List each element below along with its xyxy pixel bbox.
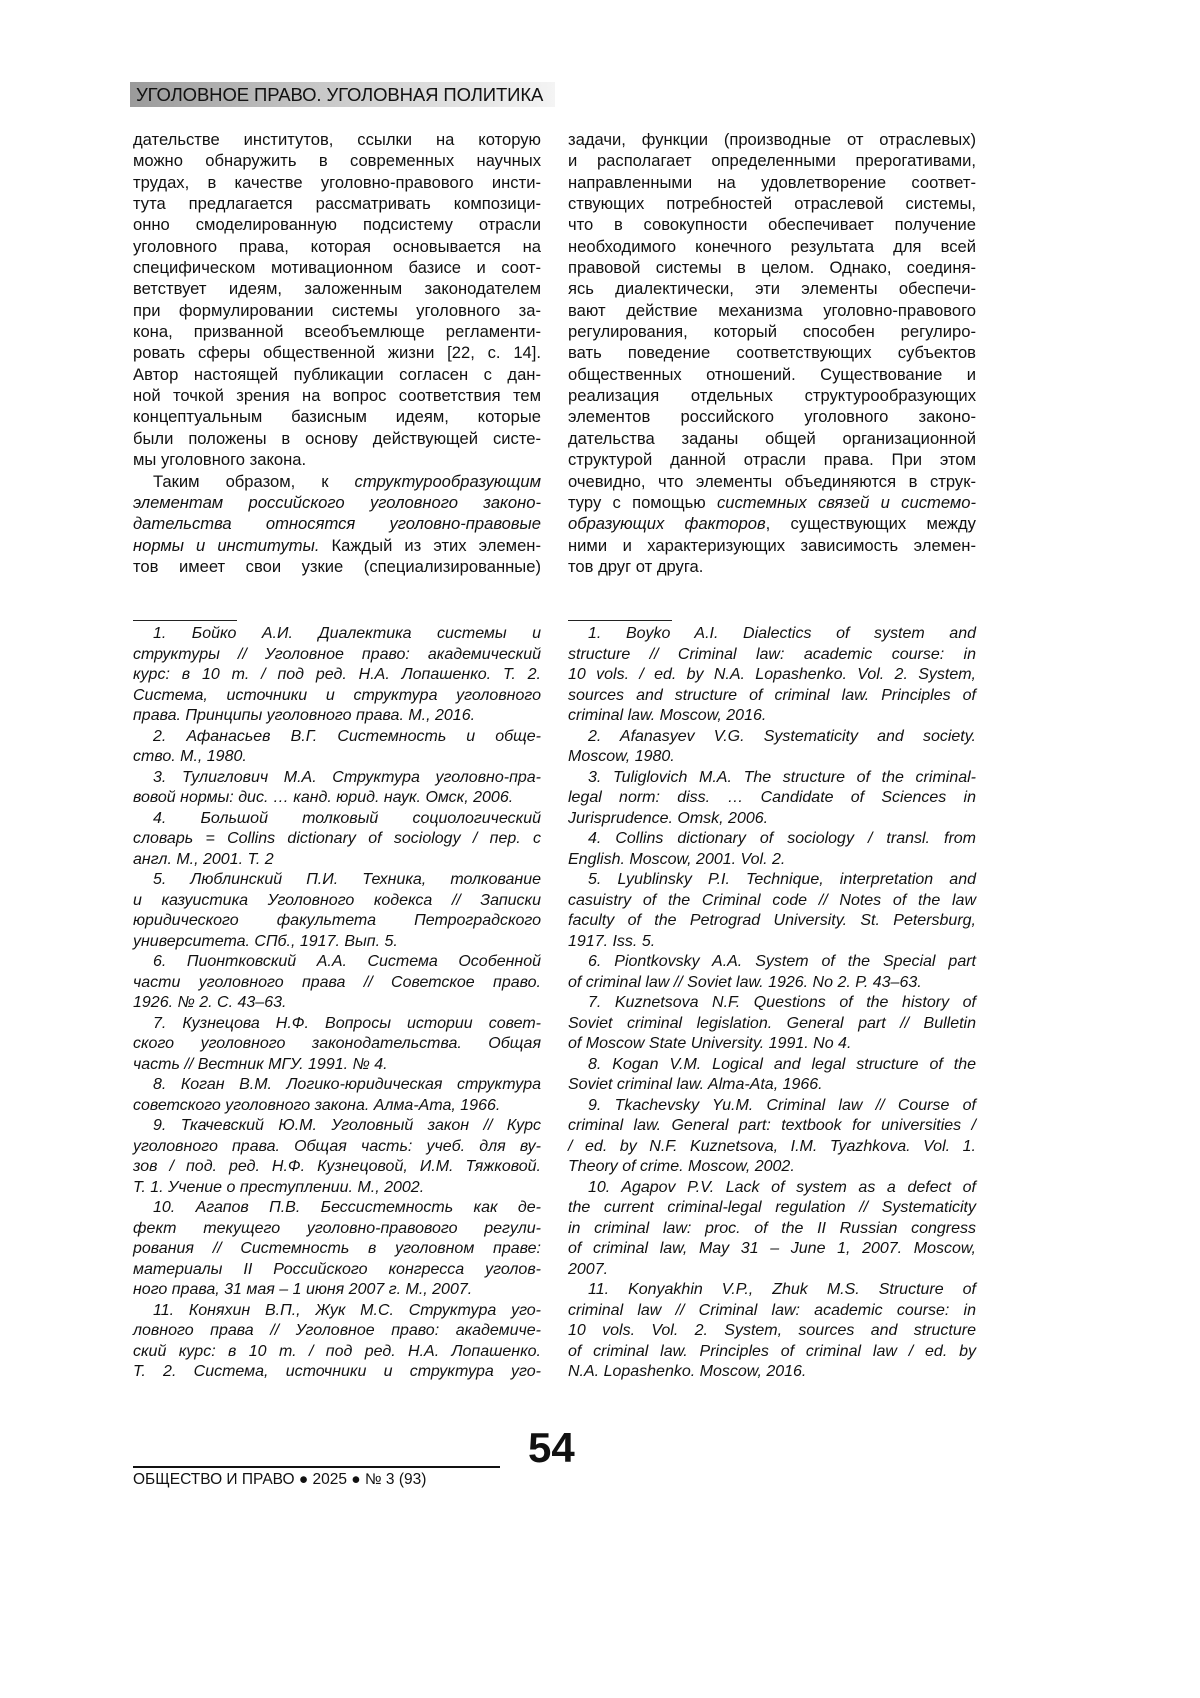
text-line [568, 556, 976, 577]
text-line: Т. 2. Система, источники и структура уго- [133, 1362, 541, 1383]
text-line: structure // Criminal law: academic course: in [568, 645, 976, 666]
text-run: онно смоделированную подсистему отрасли [133, 215, 541, 234]
text-run: и располагает определенными прерогативами, [568, 151, 976, 170]
text-line [133, 278, 541, 299]
italic-run: структурообразующим [355, 472, 541, 491]
text-line: Soviet criminal law. Alma-Ata, 1966. [568, 1075, 976, 1096]
text-line [133, 257, 541, 278]
text-line: of Moscow State University. 1991. No 4. [568, 1034, 976, 1055]
text-line [568, 300, 976, 321]
text-line [568, 342, 976, 363]
reference-item [568, 727, 976, 768]
text-line: in criminal law: proc. of the II Russian congress [568, 1219, 976, 1240]
text-run: необходимого конечного результата для всей [568, 237, 976, 256]
body-column-left [133, 129, 541, 577]
section-header-bar [130, 82, 555, 107]
text-line: 5. Lyublinsky P.I. Technique, interpretation and [568, 870, 976, 891]
text-line: sources and structure of criminal law. Principles of [568, 686, 976, 707]
text-line: Soviet criminal legislation. General part // Bulletin [568, 1014, 976, 1035]
text-line: части уголовного права // Советское право. [133, 973, 541, 994]
text-line [133, 428, 541, 449]
text-line: Moscow, 1980. [568, 747, 976, 768]
reference-item [133, 1198, 541, 1301]
text-run: реализация отдельных структурообразующих [568, 386, 976, 405]
text-line: курс: в 10 т. / под ред. Н.А. Лопашенко. Т. 2. [133, 665, 541, 686]
text-line: 11. Konyakhin V.P., Zhuk M.S. Structure of [568, 1280, 976, 1301]
text-line [568, 492, 976, 513]
text-run: общественных отношений. Существование и [568, 365, 976, 384]
text-run: дательстве институтов, ссылки на которую [133, 130, 541, 149]
text-line: criminal law // Criminal law: academic course: in [568, 1301, 976, 1322]
text-run: правовой системы в целом. Однако, соединя- [568, 258, 976, 277]
text-line [568, 449, 976, 470]
text-line [568, 278, 976, 299]
text-run: вают действие механизма уголовно-правового [568, 301, 976, 320]
footnote-separator-left [133, 620, 237, 621]
reference-item [568, 1096, 976, 1178]
text-line [133, 406, 541, 427]
text-line [133, 385, 541, 406]
text-line: 1917. Iss. 5. [568, 932, 976, 953]
text-run: задачи, функции (производные от отраслевых) [568, 130, 976, 149]
reference-item [133, 870, 541, 952]
text-run: вать поведение соответствующих субъектов [568, 343, 976, 362]
paragraph [133, 129, 541, 471]
text-line [568, 321, 976, 342]
text-line: faculty of the Petrograd University. St. Petersburg, [568, 911, 976, 932]
text-run: при формулировании системы уголовного за- [133, 301, 541, 320]
text-line: of criminal law // Soviet law. 1926. No 2. P. 43–63. [568, 973, 976, 994]
reference-item [133, 809, 541, 871]
text-line: 1. Бойко А.И. Диалектика системы и [133, 624, 541, 645]
text-line: Т. 1. Учение о преступлении. М., 2002. [133, 1178, 541, 1199]
text-run: концептуальным базисным идеям, которые [133, 407, 541, 426]
footer-rule [133, 1466, 500, 1468]
text-line [568, 406, 976, 427]
reference-item [568, 993, 976, 1055]
text-line: 7. Кузнецова Н.Ф. Вопросы истории совет- [133, 1014, 541, 1035]
text-line [568, 513, 976, 534]
text-run: тов имеет свои узкие (специализированные) [133, 557, 541, 576]
text-line: 1. Boyko A.I. Dialectics of system and [568, 624, 976, 645]
reference-item [133, 768, 541, 809]
text-line: English. Moscow, 2001. Vol. 2. [568, 850, 976, 871]
text-line [568, 129, 976, 150]
text-line [133, 300, 541, 321]
text-line: 10. Агапов П.В. Бессистемность как де- [133, 1198, 541, 1219]
reference-item [568, 829, 976, 870]
text-run: мы уголовного закона. [133, 450, 306, 469]
text-line: 4. Большой толковый социологический [133, 809, 541, 830]
reference-item [133, 1116, 541, 1198]
paragraph [568, 129, 976, 577]
text-line: Jurisprudence. Omsk, 2006. [568, 809, 976, 830]
text-line: зов / под. ред. Н.Ф. Кузнецовой, И.М. Тяжковой. [133, 1157, 541, 1178]
text-line: права. Принципы уголовного права. М., 2016. [133, 706, 541, 727]
text-line: 8. Kogan V.M. Logical and legal structure of the [568, 1055, 976, 1076]
text-run: уголовного права, которая основывается на [133, 237, 541, 256]
text-line: 9. Ткачевский Ю.М. Уголовный закон // Курс [133, 1116, 541, 1137]
reference-item [133, 1301, 541, 1383]
text-line: 10 vols. / ed. by N.A. Lopashenko. Vol. 2. System, [568, 665, 976, 686]
text-line: the current criminal-legal regulation // Systematicity [568, 1198, 976, 1219]
text-line: 8. Коган В.М. Логико-юридическая структура [133, 1075, 541, 1096]
text-run: были положены в основу действующей систе- [133, 429, 541, 448]
text-line [133, 513, 541, 534]
page-number: 54 [528, 1424, 575, 1472]
references-english [568, 624, 976, 1383]
body-column-right [568, 129, 976, 577]
reference-item [568, 1280, 976, 1383]
reference-item [133, 727, 541, 768]
text-run: ствующих потребностей отраслевой системы, [568, 194, 976, 213]
text-run: ними и характеризующих зависимость элемен- [568, 536, 976, 555]
text-run: ветствует идеям, заложенным законодателем [133, 279, 541, 298]
reference-item [568, 1055, 976, 1096]
text-line: 5. Люблинский П.И. Техника, толкование [133, 870, 541, 891]
italic-run: нормы и институты. [133, 536, 319, 555]
text-line: уголовного права. Общая часть: учеб. для ву- [133, 1137, 541, 1158]
text-line: / ed. by N.F. Kuznetsova, I.M. Tyazhkova. Vol. 1. [568, 1137, 976, 1158]
reference-item [568, 1178, 976, 1281]
text-line [133, 449, 541, 470]
text-line [568, 172, 976, 193]
italic-run: дательства относятся уголовно-правовые [133, 514, 541, 533]
text-line [133, 556, 541, 577]
text-line: 1926. № 2. С. 43–63. [133, 993, 541, 1014]
text-line: университета. СПб., 1917. Вып. 5. [133, 932, 541, 953]
text-line: ский курс: в 10 т. / под ред. Н.А. Лопашенко. [133, 1342, 541, 1363]
text-line: of criminal law. Principles of criminal law / ed. by [568, 1342, 976, 1363]
text-line [133, 321, 541, 342]
italic-run: элементам российского уголовного законо- [133, 493, 541, 512]
text-run: кона, призванной всеобъемлюще регламенти- [133, 322, 541, 341]
text-line: и казуистика Уголовного кодекса // Записки [133, 891, 541, 912]
text-run: Таким образом, к [153, 472, 355, 491]
text-line: юридического факультета Петроградского [133, 911, 541, 932]
text-line [133, 492, 541, 513]
text-run: ясь диалектически, эти элементы обеспечи- [568, 279, 976, 298]
text-line: ство. М., 1980. [133, 747, 541, 768]
italic-run: системных связей и системо- [717, 493, 976, 512]
text-line [133, 342, 541, 363]
text-line: 3. Tuliglovich M.A. The structure of the criminal- [568, 768, 976, 789]
text-run: регулирования, который способен регулиро- [568, 322, 976, 341]
text-run: трудах, в качестве уголовно-правового инсти- [133, 173, 541, 192]
text-line: структуры // Уголовное право: академический [133, 645, 541, 666]
text-line: советского уголовного закона. Алма-Ата, 1966. [133, 1096, 541, 1117]
text-line [568, 471, 976, 492]
text-line: casuistry of the Criminal code // Notes of the law [568, 891, 976, 912]
text-line: 6. Piontkovsky A.A. System of the Special part [568, 952, 976, 973]
text-line [568, 428, 976, 449]
text-line [133, 236, 541, 257]
text-line [133, 129, 541, 150]
text-line [133, 214, 541, 235]
text-line: ского уголовного законодательства. Общая [133, 1034, 541, 1055]
text-run: дательства заданы общей организационной [568, 429, 976, 448]
text-line: criminal law. General part: textbook for universities / [568, 1116, 976, 1137]
text-line [568, 535, 976, 556]
text-line [568, 364, 976, 385]
text-run: структурой данной отрасли права. При этом [568, 450, 976, 469]
text-line [133, 471, 541, 492]
text-run: специфическом мотивационном базисе и соот- [133, 258, 541, 277]
text-line [133, 150, 541, 171]
journal-footer: ОБЩЕСТВО И ПРАВО ● 2025 ● № 3 (93) [133, 1471, 426, 1489]
reference-item [133, 624, 541, 727]
text-line [568, 257, 976, 278]
text-run: элементов российского уголовного законо- [568, 407, 976, 426]
text-line [133, 193, 541, 214]
reference-item [133, 952, 541, 1014]
reference-item [568, 624, 976, 727]
text-run: направленными на удовлетворение соответ- [568, 173, 976, 192]
text-line: 10 vols. Vol. 2. System, sources and structure [568, 1321, 976, 1342]
text-line [568, 214, 976, 235]
text-line: criminal law. Moscow, 2016. [568, 706, 976, 727]
text-line: 6. Пионтковский А.А. Система Особенной [133, 952, 541, 973]
reference-item [133, 1014, 541, 1076]
text-run: очевидно, что элементы объединяются в струк- [568, 472, 976, 491]
text-line: 11. Коняхин В.П., Жук М.С. Структура уго- [133, 1301, 541, 1322]
text-line: англ. М., 2001. Т. 2 [133, 850, 541, 871]
text-line: 3. Тулиглович М.А. Структура уголовно-пра- [133, 768, 541, 789]
reference-item [133, 1075, 541, 1116]
reference-item [568, 870, 976, 952]
text-line: 4. Collins dictionary of sociology / transl. from [568, 829, 976, 850]
text-line: 9. Tkachevsky Yu.M. Criminal law // Course of [568, 1096, 976, 1117]
italic-run: образующих факторов [568, 514, 766, 533]
text-line [133, 172, 541, 193]
text-line: ного права, 31 мая – 1 июня 2007 г. М., 2007. [133, 1280, 541, 1301]
text-line [133, 535, 541, 556]
text-run: тов друг от друга. [568, 557, 703, 576]
text-line [133, 364, 541, 385]
text-run: Каждый из этих элемен- [319, 536, 541, 555]
reference-item [568, 768, 976, 830]
text-run: туру с помощью [568, 493, 717, 512]
text-line: 7. Kuznetsova N.F. Questions of the history of [568, 993, 976, 1014]
reference-item [568, 952, 976, 993]
text-run: ной точкой зрения на вопрос соответствия тем [133, 386, 541, 405]
text-run: , существующих между [766, 514, 976, 533]
text-line [568, 150, 976, 171]
text-line: фект текущего уголовно-правового регули- [133, 1219, 541, 1240]
text-run: Автор настоящей публикации согласен с дан- [133, 365, 541, 384]
footnote-separator-right [568, 620, 672, 621]
text-line: 2007. [568, 1260, 976, 1281]
text-line: вовой нормы: дис. … канд. юрид. наук. Омск, 2006. [133, 788, 541, 809]
text-run: что в совокупности обеспечивает получение [568, 215, 976, 234]
text-line: Система, источники и структура уголовного [133, 686, 541, 707]
text-run: тута предлагается рассматривать композици- [133, 194, 541, 213]
text-run: можно обнаружить в современных научных [133, 151, 541, 170]
text-line: N.A. Lopashenko. Moscow, 2016. [568, 1362, 976, 1383]
text-line [568, 236, 976, 257]
text-line: legal norm: diss. … Candidate of Sciences in [568, 788, 976, 809]
text-line: словарь = Collins dictionary of sociology / пер. с [133, 829, 541, 850]
text-line: 10. Agapov P.V. Lack of system as a defect of [568, 1178, 976, 1199]
text-line: 2. Afanasyev V.G. Systematicity and society. [568, 727, 976, 748]
text-line: рования // Системность в уголовном праве: [133, 1239, 541, 1260]
text-line: of criminal law, May 31 – June 1, 2007. Moscow, [568, 1239, 976, 1260]
paragraph [133, 471, 541, 578]
text-line: Theory of crime. Moscow, 2002. [568, 1157, 976, 1178]
text-line: материалы II Российского конгресса уголов- [133, 1260, 541, 1281]
text-run: ровать сферы общественной жизни [22, с. 14]. [133, 343, 541, 362]
text-line: 2. Афанасьев В.Г. Системность и обще- [133, 727, 541, 748]
text-line: часть // Вестник МГУ. 1991. № 4. [133, 1055, 541, 1076]
text-line [568, 385, 976, 406]
text-line: ловного права // Уголовное право: академиче- [133, 1321, 541, 1342]
references-russian [133, 624, 541, 1383]
section-title: УГОЛОВНОЕ ПРАВО. УГОЛОВНАЯ ПОЛИТИКА [136, 84, 543, 106]
text-line [568, 193, 976, 214]
